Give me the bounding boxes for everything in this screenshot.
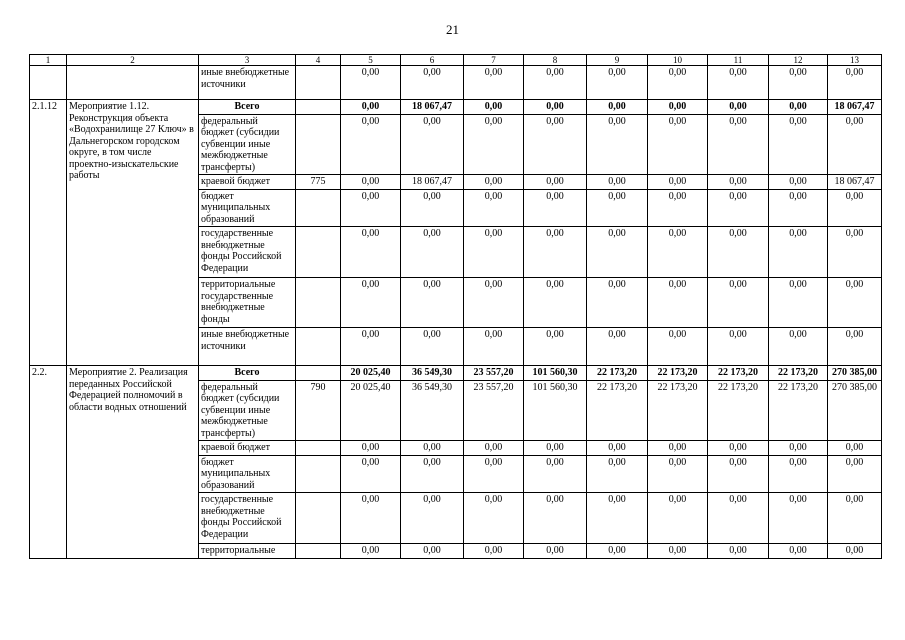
amount-cell: 0,00	[464, 114, 524, 175]
budget-code-cell	[296, 100, 341, 115]
column-header-8: 8	[524, 55, 587, 66]
amount-cell: 0,00	[828, 455, 882, 493]
amount-cell: 0,00	[401, 455, 464, 493]
measure-name-cell: Мероприятие 2. Реализация переданных Российской Федерацией полномочий в области водных отношений	[67, 366, 199, 559]
amount-cell: 0,00	[708, 175, 769, 190]
amount-cell: 0,00	[341, 328, 401, 366]
amount-cell: 0,00	[401, 189, 464, 227]
amount-cell: 0,00	[708, 278, 769, 328]
measure-code-cell: 2.1.12	[30, 100, 67, 366]
amount-cell: 0,00	[464, 441, 524, 456]
measure-name-cell: Мероприятие 1.12. Реконструкция объекта «Водохранилище 27 Ключ» в Дальнегорском городском округе, в том числе проектно-изыскательские работы	[67, 100, 199, 366]
amount-cell: 0,00	[401, 328, 464, 366]
budget-code-cell	[296, 278, 341, 328]
page-number: 21	[446, 22, 459, 37]
measure-code-cell: 2.2.	[30, 366, 67, 559]
amount-cell: 0,00	[587, 189, 648, 227]
amount-cell: 18 067,47	[401, 100, 464, 115]
amount-cell: 0,00	[648, 227, 708, 278]
budget-code-cell	[296, 455, 341, 493]
column-header-7: 7	[464, 55, 524, 66]
amount-cell: 0,00	[401, 493, 464, 544]
funding-source-cell: иные внебюджетные источники	[199, 66, 296, 100]
amount-cell: 0,00	[708, 114, 769, 175]
amount-cell: 0,00	[587, 114, 648, 175]
amount-cell: 0,00	[587, 455, 648, 493]
amount-cell: 0,00	[464, 175, 524, 190]
amount-cell: 0,00	[769, 328, 828, 366]
amount-cell: 0,00	[587, 175, 648, 190]
amount-cell: 0,00	[401, 114, 464, 175]
amount-cell: 0,00	[401, 66, 464, 100]
amount-cell: 0,00	[524, 328, 587, 366]
amount-cell: 0,00	[587, 441, 648, 456]
table-body	[30, 66, 882, 559]
amount-cell: 0,00	[648, 441, 708, 456]
amount-cell: 0,00	[648, 544, 708, 559]
amount-cell: 0,00	[587, 100, 648, 115]
budget-code-cell	[296, 544, 341, 559]
budget-code-cell: 790	[296, 380, 341, 441]
amount-cell: 0,00	[524, 114, 587, 175]
amount-cell: 36 549,30	[401, 380, 464, 441]
amount-cell: 23 557,20	[464, 366, 524, 381]
amount-cell: 22 173,20	[587, 366, 648, 381]
amount-cell: 18 067,47	[828, 100, 882, 115]
amount-cell: 0,00	[524, 441, 587, 456]
amount-cell: 101 560,30	[524, 380, 587, 441]
amount-cell: 0,00	[769, 227, 828, 278]
amount-cell: 36 549,30	[401, 366, 464, 381]
amount-cell: 20 025,40	[341, 366, 401, 381]
amount-cell: 270 385,00	[828, 380, 882, 441]
column-header-4: 4	[296, 55, 341, 66]
amount-cell: 0,00	[524, 227, 587, 278]
budget-code-cell	[296, 66, 341, 100]
amount-cell: 0,00	[464, 328, 524, 366]
amount-cell: 0,00	[648, 328, 708, 366]
amount-cell: 0,00	[708, 328, 769, 366]
budget-code-cell	[296, 441, 341, 456]
amount-cell: 0,00	[648, 175, 708, 190]
amount-cell: 0,00	[769, 278, 828, 328]
amount-cell: 0,00	[587, 227, 648, 278]
amount-cell: 0,00	[464, 100, 524, 115]
amount-cell: 0,00	[769, 455, 828, 493]
amount-cell: 0,00	[708, 544, 769, 559]
amount-cell: 0,00	[587, 493, 648, 544]
amount-cell: 22 173,20	[587, 380, 648, 441]
amount-cell: 0,00	[708, 455, 769, 493]
amount-cell: 0,00	[341, 114, 401, 175]
table-row	[30, 100, 882, 115]
amount-cell: 22 173,20	[708, 366, 769, 381]
budget-code-cell	[296, 328, 341, 366]
amount-cell: 0,00	[708, 493, 769, 544]
amount-cell: 0,00	[464, 227, 524, 278]
amount-cell: 0,00	[464, 278, 524, 328]
amount-cell: 0,00	[828, 227, 882, 278]
funding-source-cell: Всего	[199, 100, 296, 115]
table-row	[30, 66, 882, 100]
amount-cell: 0,00	[648, 114, 708, 175]
column-header-5: 5	[341, 55, 401, 66]
column-header-9: 9	[587, 55, 648, 66]
amount-cell: 18 067,47	[401, 175, 464, 190]
amount-cell: 0,00	[708, 189, 769, 227]
amount-cell: 0,00	[828, 328, 882, 366]
amount-cell: 0,00	[769, 175, 828, 190]
amount-cell: 0,00	[341, 189, 401, 227]
amount-cell: 0,00	[587, 544, 648, 559]
amount-cell: 0,00	[648, 278, 708, 328]
amount-cell: 0,00	[769, 441, 828, 456]
amount-cell: 22 173,20	[769, 380, 828, 441]
funding-source-cell: бюджет муниципальных образований	[199, 189, 296, 227]
amount-cell: 0,00	[708, 66, 769, 100]
budget-code-cell	[296, 366, 341, 381]
amount-cell: 0,00	[828, 493, 882, 544]
amount-cell: 0,00	[524, 66, 587, 100]
column-number-row	[30, 55, 882, 66]
amount-cell: 0,00	[648, 189, 708, 227]
funding-source-cell: государственные внебюджетные фонды Российской Федерации	[199, 227, 296, 278]
budget-code-cell	[296, 114, 341, 175]
amount-cell: 0,00	[587, 328, 648, 366]
amount-cell: 0,00	[708, 227, 769, 278]
amount-cell: 0,00	[464, 189, 524, 227]
amount-cell: 0,00	[401, 278, 464, 328]
measure-code-cell	[30, 66, 67, 100]
amount-cell: 0,00	[401, 544, 464, 559]
funding-source-cell: федеральный бюджет (субсидии субвенции иные межбюджетные трансферты)	[199, 380, 296, 441]
amount-cell: 0,00	[341, 278, 401, 328]
budget-code-cell	[296, 227, 341, 278]
amount-cell: 0,00	[648, 100, 708, 115]
amount-cell: 0,00	[769, 114, 828, 175]
amount-cell: 0,00	[648, 66, 708, 100]
amount-cell: 101 560,30	[524, 366, 587, 381]
budget-table	[29, 54, 882, 559]
funding-source-cell: территориальные государственные внебюджетные фонды	[199, 278, 296, 328]
amount-cell: 20 025,40	[341, 380, 401, 441]
amount-cell: 0,00	[587, 66, 648, 100]
amount-cell: 0,00	[341, 544, 401, 559]
column-header-12: 12	[769, 55, 828, 66]
budget-code-cell	[296, 189, 341, 227]
amount-cell: 22 173,20	[648, 380, 708, 441]
funding-source-cell: краевой бюджет	[199, 175, 296, 190]
funding-source-cell: государственные внебюджетные фонды Российской Федерации	[199, 493, 296, 544]
column-header-1: 1	[30, 55, 67, 66]
amount-cell: 0,00	[828, 114, 882, 175]
amount-cell: 0,00	[464, 455, 524, 493]
budget-code-cell: 775	[296, 175, 341, 190]
budget-code-cell	[296, 493, 341, 544]
column-header-13: 13	[828, 55, 882, 66]
amount-cell: 270 385,00	[828, 366, 882, 381]
amount-cell: 0,00	[828, 189, 882, 227]
amount-cell: 0,00	[769, 100, 828, 115]
column-header-11: 11	[708, 55, 769, 66]
amount-cell: 0,00	[401, 441, 464, 456]
column-header-10: 10	[648, 55, 708, 66]
amount-cell: 0,00	[341, 175, 401, 190]
amount-cell: 18 067,47	[828, 175, 882, 190]
amount-cell: 0,00	[464, 66, 524, 100]
amount-cell: 0,00	[828, 441, 882, 456]
amount-cell: 0,00	[341, 455, 401, 493]
amount-cell: 0,00	[464, 544, 524, 559]
amount-cell: 0,00	[769, 66, 828, 100]
funding-source-cell: федеральный бюджет (субсидии субвенции иные межбюджетные трансферты)	[199, 114, 296, 175]
amount-cell: 0,00	[648, 455, 708, 493]
amount-cell: 0,00	[648, 493, 708, 544]
amount-cell: 0,00	[341, 66, 401, 100]
amount-cell: 0,00	[828, 278, 882, 328]
amount-cell: 0,00	[341, 227, 401, 278]
amount-cell: 22 173,20	[648, 366, 708, 381]
amount-cell: 0,00	[828, 66, 882, 100]
amount-cell: 0,00	[524, 455, 587, 493]
amount-cell: 0,00	[524, 278, 587, 328]
amount-cell: 23 557,20	[464, 380, 524, 441]
amount-cell: 0,00	[828, 544, 882, 559]
amount-cell: 0,00	[464, 493, 524, 544]
table-row	[30, 366, 882, 381]
column-header-3: 3	[199, 55, 296, 66]
funding-source-cell: Всего	[199, 366, 296, 381]
amount-cell: 0,00	[708, 441, 769, 456]
funding-source-cell: бюджет муниципальных образований	[199, 455, 296, 493]
amount-cell: 0,00	[587, 278, 648, 328]
amount-cell: 22 173,20	[708, 380, 769, 441]
funding-source-cell: краевой бюджет	[199, 441, 296, 456]
measure-name-cell	[67, 66, 199, 100]
amount-cell: 0,00	[341, 493, 401, 544]
amount-cell: 0,00	[769, 189, 828, 227]
funding-source-cell: иные внебюджетные источники	[199, 328, 296, 366]
amount-cell: 0,00	[401, 227, 464, 278]
amount-cell: 0,00	[769, 544, 828, 559]
column-header-6: 6	[401, 55, 464, 66]
amount-cell: 0,00	[341, 441, 401, 456]
amount-cell: 0,00	[524, 544, 587, 559]
column-header-2: 2	[67, 55, 199, 66]
amount-cell: 0,00	[524, 100, 587, 115]
amount-cell: 0,00	[769, 493, 828, 544]
funding-source-cell: территориальные	[199, 544, 296, 559]
amount-cell: 0,00	[524, 189, 587, 227]
amount-cell: 0,00	[341, 100, 401, 115]
amount-cell: 22 173,20	[769, 366, 828, 381]
amount-cell: 0,00	[708, 100, 769, 115]
amount-cell: 0,00	[524, 493, 587, 544]
amount-cell: 0,00	[524, 175, 587, 190]
